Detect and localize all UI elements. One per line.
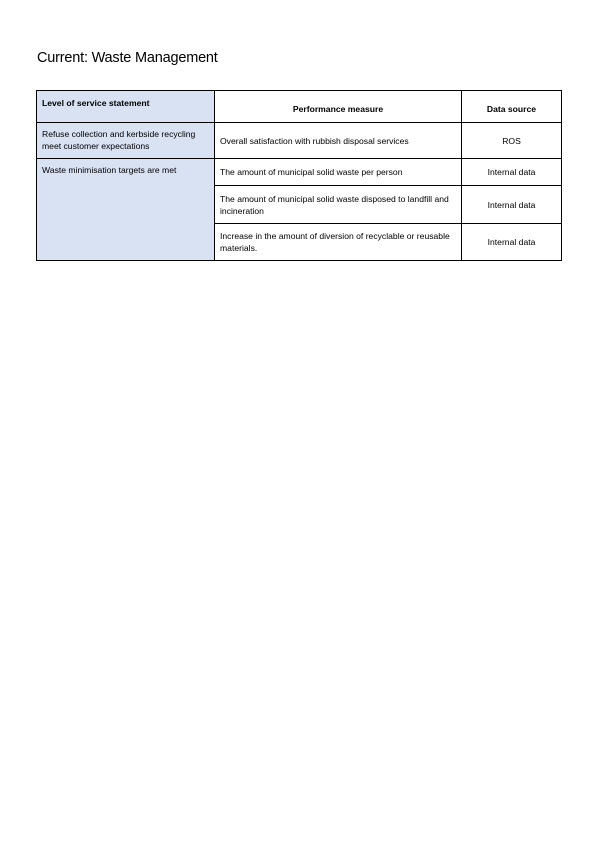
level-statement-cell: Refuse collection and kerbside recycling meet customer expectations	[37, 123, 215, 159]
data-source-cell: Internal data	[462, 186, 562, 224]
performance-measure-cell: The amount of municipal solid waste per person	[215, 159, 462, 186]
level-statement-cell: Waste minimisation targets are met	[37, 159, 215, 261]
header-performance-measure: Performance measure	[215, 91, 462, 123]
header-level-of-service: Level of service statement	[37, 91, 215, 123]
performance-measure-cell: Increase in the amount of diversion of recyclable or reusable materials.	[215, 224, 462, 261]
data-source-cell: Internal data	[462, 159, 562, 186]
table-row	[37, 123, 562, 159]
performance-measure-cell: The amount of municipal solid waste disposed to landfill and incineration	[215, 186, 462, 224]
level-of-service-table	[36, 90, 562, 261]
page-title: Current: Waste Management	[37, 50, 218, 66]
table-header-row	[37, 91, 562, 123]
data-source-cell: Internal data	[462, 224, 562, 261]
data-source-cell: ROS	[462, 123, 562, 159]
performance-measure-cell: Overall satisfaction with rubbish disposal services	[215, 123, 462, 159]
table-row	[37, 159, 562, 186]
header-data-source: Data source	[462, 91, 562, 123]
